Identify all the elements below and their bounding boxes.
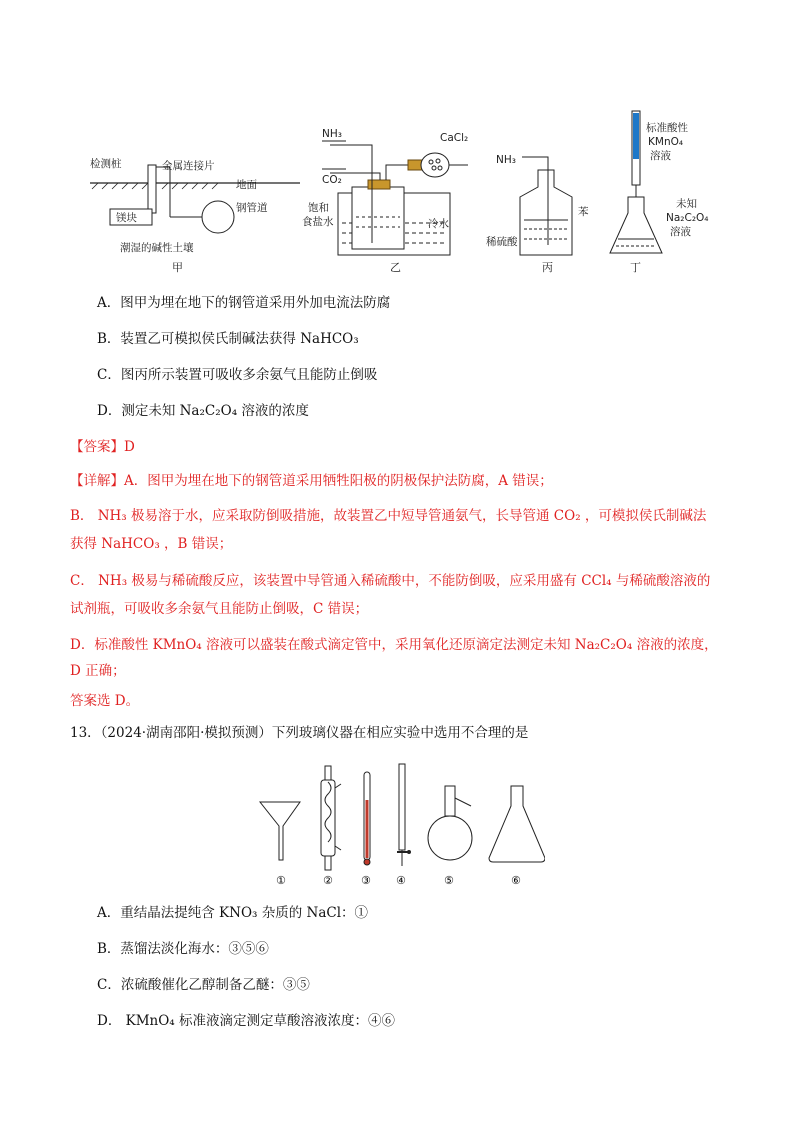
distillation-flask-icon: [428, 786, 472, 860]
funnel-icon: [260, 802, 300, 860]
label-co2: CO₂: [322, 174, 342, 186]
q13-option-a: A．重结晶法提纯含 KNO₃ 杂质的 NaCl：①: [97, 905, 369, 921]
label-4: ④: [396, 874, 406, 887]
q12-option-b: B．装置乙可模拟侯氏制碱法获得 NaHCO₃: [97, 331, 359, 347]
detail-a: [70, 470, 553, 492]
label-1: ①: [276, 874, 286, 887]
caption-yi: 乙: [390, 261, 401, 274]
detail-c-1: C． NH₃ 极易与稀硫酸反应，该装置中导管通入稀硫酸中，不能防倒吸，应采用盛有 CCl₄ 与稀硫酸溶液的: [70, 573, 711, 589]
label-detect: 检测桩: [90, 158, 122, 170]
label-5: ⑤: [444, 874, 454, 887]
caption-bing: 丙: [542, 261, 553, 274]
q13-stem: 13．（2024·湖南邵阳·模拟预测）下列玻璃仪器在相应实验中选用不合理的是: [70, 725, 529, 741]
label-soil: 潮湿的碱性土壤: [120, 242, 194, 254]
label-cold: 冷水: [428, 218, 449, 230]
detail-d-2: D 正确；: [70, 663, 126, 679]
label-std-2: KMnO₄: [648, 136, 684, 148]
detail-b-1: B． NH₃ 极易溶于水，应采取防倒吸措施，故装置乙中短导管通氨气，长导管通 CO₂ ，可模拟侯氏制碱法: [70, 508, 707, 524]
figure-yi: [302, 128, 468, 274]
detail-b-2: 获得 NaHCO₃ ，B 错误；: [70, 536, 233, 552]
label-cacl2: CaCl₂: [440, 132, 469, 144]
detail-d-1: D．标准酸性 KMnO₄ 溶液可以盛装在酸式滴定管中，采用氧化还原滴定法测定未知 Na₂C₂O₄ 溶液的浓度，: [70, 637, 718, 653]
detail-final: 答案选 D。: [70, 693, 140, 709]
label-unknown-3: 溶液: [670, 226, 691, 238]
detail-tag: 【详解】: [70, 473, 124, 489]
label-3: ③: [361, 874, 371, 887]
label-std-1: 标准酸性: [646, 122, 688, 134]
caption-ding: 丁: [630, 261, 641, 274]
label-nh3-yi: NH₃: [322, 128, 342, 140]
apparatus-figure: [90, 105, 730, 285]
label-2: ②: [323, 874, 333, 887]
label-6: ⑥: [511, 874, 521, 887]
label-std-3: 溶液: [650, 150, 671, 162]
figure-ding: [610, 111, 709, 274]
caption-jia: 甲: [172, 261, 183, 274]
label-nh3-bing: NH₃: [496, 154, 516, 166]
erlenmeyer-flask-icon: [489, 786, 545, 862]
label-salt-2: 食盐水: [302, 216, 334, 228]
label-ground: 地面: [236, 179, 257, 191]
detail-a-text: A．图甲为埋在地下的钢管道采用牺牲阳极的阴极保护法防腐，A 错误；: [124, 473, 553, 489]
label-magnesium: 镁块: [116, 212, 137, 224]
glassware-figure: [255, 760, 545, 890]
q12-option-c: C．图丙所示装置可吸收多余氨气且能防止倒吸: [97, 367, 378, 383]
figure-jia: [90, 157, 300, 274]
q13-option-c: C．浓硫酸催化乙醇制备乙醚：③⑤: [97, 977, 310, 993]
label-benzene: 苯: [578, 206, 589, 218]
label-salt-1: 饱和: [308, 202, 329, 214]
label-unknown-2: Na₂C₂O₄: [666, 212, 709, 224]
label-metal: 金属连接片: [162, 160, 215, 172]
answer: 【答案】D: [70, 439, 135, 455]
detail-c-2: 试剂瓶，可吸收多余氨气且能防止倒吸，C 错误；: [70, 601, 369, 617]
thermometer-icon: [364, 772, 370, 865]
label-dilute-acid: 稀硫酸: [486, 236, 518, 248]
figure-bing: [486, 154, 589, 274]
q12-option-a: A．图甲为埋在地下的钢管道采用外加电流法防腐: [97, 295, 391, 311]
burette-icon: [397, 764, 411, 866]
q13-option-d: D． KMnO₄ 标准液滴定测定草酸溶液浓度：④⑥: [97, 1013, 395, 1029]
q13-option-b: B．蒸馏法淡化海水：③⑤⑥: [97, 941, 269, 957]
q12-option-d: D．测定未知 Na₂C₂O₄ 溶液的浓度: [97, 403, 309, 419]
label-pipe: 钢管道: [236, 202, 268, 214]
condenser-icon: [321, 766, 341, 870]
label-unknown-1: 未知: [676, 198, 697, 210]
